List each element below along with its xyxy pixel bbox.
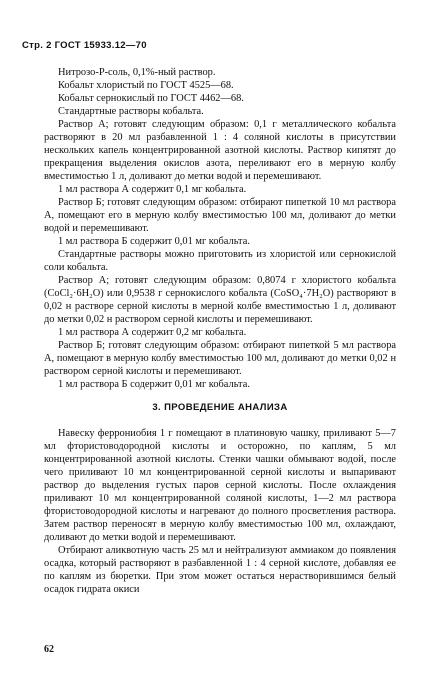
solution-a2-content: 1 мл раствора А содержит 0,2 мг кобальта.: [58, 327, 247, 338]
solution-b-content: 1 мл раствора Б содержит 0,01 мг кобальта.: [58, 236, 250, 247]
solution-b2-content: 1 мл раствора Б содержит 0,01 мг кобальта.: [58, 379, 250, 390]
reagent-line: Стандартные растворы кобальта.: [58, 106, 204, 117]
solution-b2-paragraph: Раствор Б; готовят следующим образом: отбирают пипеткой 5 мл раствора А, помещают в мерную колбу вместимостью 100 мл, доливают до метки 0,02 н раствором серной кислоты и перемешивают.: [44, 340, 396, 377]
solution-a2-paragraph: Раствор А; готовят следующим образом: 0,8074 г хлористого кобальта (CoCl₂·6H₂O) или 0,9538 г сернокислого кобальта (CoSO₄·7H₂O) растворяют в 0,02 н растворе серной кислоты в мерной колбе вместимостью 1 л, доливают до метки 0,02 н раствором серной кислоты и перемешивают.: [44, 275, 396, 325]
reagent-line: Кобальт сернокислый по ГОСТ 4462—68.: [58, 93, 244, 104]
analysis-paragraph-2: Отбирают аликвотную часть 25 мл и нейтрализуют аммиаком до появления осадка, который растворяют в разбавленной 1 : 4 серной кислоте, добавляя ее по каплям из бюретки. При этом может остаться нерастворившимся белый осадок гидрата окиси: [44, 545, 396, 595]
solution-a-paragraph: Раствор А; готовят следующим образом: 0,1 г металлического кобальта растворяют в 20 мл разбавленной 1 : 4 соляной кислоты в присутствии нескольких капель концентрированной азотной кислоты. Раствор кипятят до прекращения выделения окислов азота, переливают его в мерную колбу вместимостью 1 л, доливают до метки водой и перемешивают.: [44, 119, 396, 182]
reagent-line: Нитрозо-Р-соль, 0,1%-ный раствор.: [58, 67, 216, 78]
page-number: 62: [44, 644, 54, 655]
standard-solutions-paragraph: Стандартные растворы можно приготовить из хлористой или сернокислой соли кобальта.: [44, 249, 396, 273]
solution-b-paragraph: Раствор Б; готовят следующим образом: отбирают пипеткой 10 мл раствора А, помещают его в мерную колбу вместимостью 100 мл, доливают до метки водой и перемешивают.: [44, 197, 396, 234]
analysis-paragraph-1: Навеску феррониобия 1 г помещают в платиновую чашку, приливают 5—7 мл фтористоводородной кислоты и осторожно, по каплям, 5 мл концентрированной азотной кислоты. Стенки чашки обмывают водой, после чего приливают 10 мл концентрированной серной кислоты и выпаривают раствор до выделения густых паров серной кислоты. После охлаждения приливают 10 мл концентрированной соляной кислоты, 1—2 мл раствора фтористоводородной кислоты и нагревают до полного просветления раствора. Затем раствор переносят в мерную колбу вместимостью 100 мл, охлаждают, доливают до метки водой и перемешивают.: [44, 428, 396, 543]
page-header: Стр. 2 ГОСТ 15933.12—70: [22, 40, 147, 51]
section-title: 3. ПРОВЕДЕНИЕ АНАЛИЗА: [152, 402, 288, 413]
reagent-line: Кобальт хлористый по ГОСТ 4525—68.: [58, 80, 234, 91]
solution-a-content: 1 мл раствора А содержит 0,1 мг кобальта.: [58, 184, 247, 195]
document-body: [44, 66, 396, 596]
